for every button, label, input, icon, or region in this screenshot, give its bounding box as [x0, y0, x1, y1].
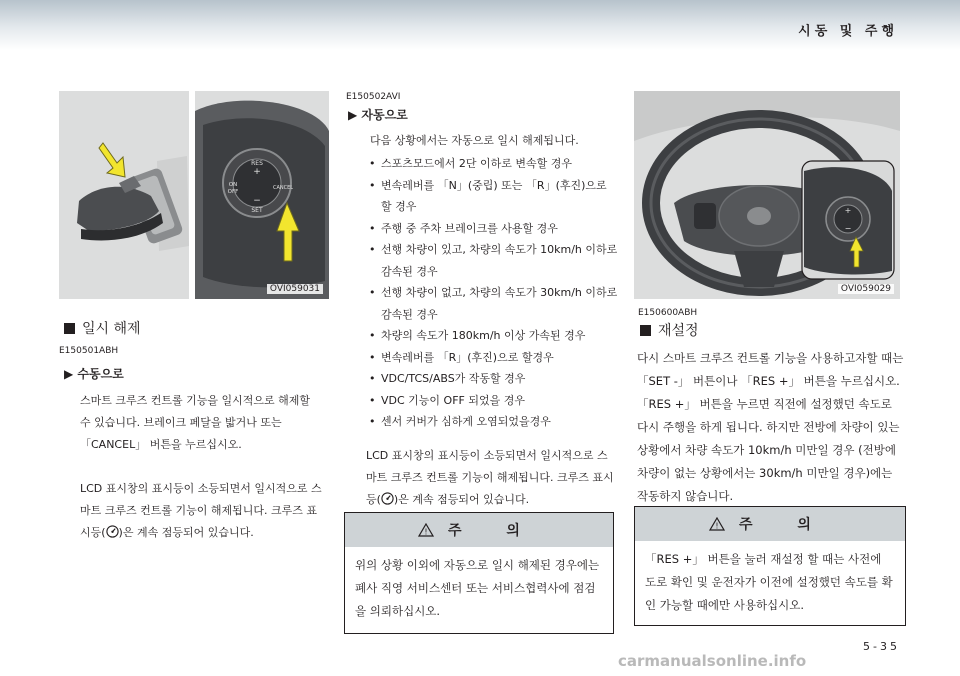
warning-triangle-icon — [418, 523, 434, 537]
caution-box-right — [634, 506, 906, 626]
page-number: 5-35 — [863, 640, 900, 653]
heading-square-marker — [64, 323, 75, 334]
set-label: SET — [251, 207, 263, 214]
svg-text:+: + — [844, 206, 852, 215]
svg-text:!: ! — [424, 527, 428, 537]
brake-pedal-illustration — [59, 91, 189, 299]
caution-title: 주 의 — [739, 517, 831, 533]
on-label: ON — [228, 182, 238, 188]
warning-triangle-icon — [709, 517, 725, 531]
code-middle: E150502AVI — [346, 92, 401, 102]
list-item: • 선행 차량이 없고, 차량의 속도가 30km/h 이하로 감속된 경우 — [368, 282, 618, 325]
cruise-indicator-icon — [106, 525, 119, 538]
steering-wheel-figure — [634, 91, 900, 299]
cruise-indicator-icon — [381, 492, 394, 505]
list-item: • 스포츠모드에서 2단 이하로 변속할 경우 — [368, 153, 618, 175]
brake-pedal-figure — [59, 91, 189, 299]
code-left: E150501ABH — [59, 346, 119, 356]
caution-text: 위의 상황 이외에 자동으로 일시 해제된 경우에는 폐사 직영 서비스센터 또는 서비스협력사에 점검을 의뢰하십시오. — [355, 558, 600, 618]
res-label: RES — [251, 160, 263, 167]
svg-text:−: − — [253, 196, 261, 206]
section-title: 시동 및 주행 — [798, 24, 898, 39]
steering-buttons-figure — [195, 91, 329, 299]
figure-code-right: OVI059029 — [838, 284, 894, 294]
caution-header — [345, 513, 613, 547]
off-label: OFF — [227, 189, 239, 195]
heading-temporary-cancel: 일시 해제 — [64, 318, 141, 338]
heading-square-marker — [640, 325, 651, 336]
list-item: • 차량의 속도가 180km/h 이상 가속된 경우 — [368, 325, 618, 347]
paragraph-lcd-indicator-left: LCD 표시창의 표시등이 소등되면서 일시적으로 스마트 크루즈 컨트롤 기능이 해제됩니다. 크루즈 표시등( )은 계속 점등되어 있습니다. — [80, 482, 322, 539]
paragraph-manual-cancel: 스마트 크루즈 컨트롤 기능을 일시적으로 해제할 수 있습니다. 브레이크 페달을 밟거나 또는 「CANCEL」 버튼을 누르십시오. — [80, 394, 311, 451]
caution-title: 주 의 — [448, 523, 540, 539]
auto-cancel-conditions-list — [368, 153, 618, 433]
heading-reset: 재설정 — [640, 320, 699, 340]
caution-box-middle — [344, 512, 614, 634]
steering-wheel-illustration — [634, 91, 900, 299]
watermark: carmanualsonline.info — [618, 652, 807, 670]
code-right: E150600ABH — [638, 308, 698, 318]
caution-text: 「RES +」 버튼을 눌러 재설정 할 때는 사전에 도로 확인 및 운전자가 이전에 설정했던 속도를 확인 가능할 때에만 사용하십시오. — [645, 552, 893, 612]
svg-text:!: ! — [715, 521, 719, 531]
cancel-label: CANCEL — [272, 185, 294, 191]
caution-header — [635, 507, 905, 541]
subhead-automatic: ▶ 자동으로 — [348, 108, 408, 122]
svg-text:−: − — [844, 224, 852, 233]
paragraph-lcd-indicator-middle: LCD 표시창의 표시등이 소등되면서 일시적으로 스마트 크루즈 컨트롤 기능이 해제됩니다. 크루즈 표시등( )은 계속 점등되어 있습니다. — [366, 449, 614, 506]
list-item: • 주행 중 주차 브레이크를 사용할 경우 — [368, 218, 618, 240]
list-item: • 변속레버를 「R」(후진)으로 할경우 — [368, 347, 618, 369]
paragraph-reset: 다시 스마트 크루즈 컨트롤 기능을 사용하고자할 때는 「SET -」 버튼이나 「RES +」 버튼을 누르십시오. 「RES +」 버튼을 누르면 직전에 설정했던 속도로 다시 주행을 하게 됩니다. 하지만 전방에 차량이 있는 상황에서 차량 속도가 10km/h 미만일 경우 (전방에 차량이 없는 상황에서는 30km/h 미만일 경우)에는 작동하지 않습니다. — [637, 351, 904, 503]
list-item: • VDC 기능이 OFF 되었을 경우 — [368, 390, 618, 412]
figure-code-left: OVI059031 — [267, 284, 323, 294]
list-item: • 센서 커버가 심하게 오염되었을경우 — [368, 411, 618, 433]
paragraph-auto-intro: 다음 상황에서는 자동으로 일시 해제됩니다. — [370, 134, 579, 147]
steering-wheel-buttons-illustration — [195, 91, 329, 299]
list-item: • 선행 차량이 있고, 차량의 속도가 10km/h 이하로 감속된 경우 — [368, 239, 618, 282]
list-item: • 변속레버를 「N」(중립) 또는 「R」(후진)으로 할 경우 — [368, 175, 618, 218]
svg-text:+: + — [253, 167, 261, 177]
subhead-manual: ▶ 수동으로 — [64, 367, 124, 381]
list-item: • VDC/TCS/ABS가 작동할 경우 — [368, 368, 618, 390]
